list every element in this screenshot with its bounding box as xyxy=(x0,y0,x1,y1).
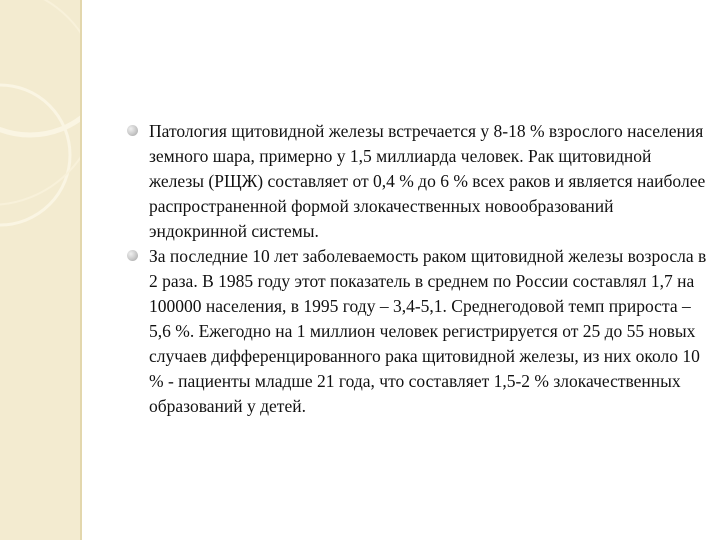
bullet-list xyxy=(127,119,707,419)
decorative-circles-graphic xyxy=(0,0,80,540)
bullet-item xyxy=(127,244,707,419)
bullet-icon xyxy=(127,125,138,136)
bullet-icon xyxy=(127,250,138,261)
decorative-side-panel xyxy=(0,0,80,540)
bullet-item xyxy=(127,119,707,244)
bullet-text: За последние 10 лет заболеваемость раком щитовидной железы возросла в 2 раза. В 1985 году этот показатель в среднем по России составлял 1,7 на 100000 населения, в 1995 году – 3,4-5,1. Среднегодовой темп прироста – 5,6 %. Ежегодно на 1 миллион человек регистрируется от 25 до 55 новых случаев дифференцированного рака щитовидной железы, из них около 10 % - пациенты младше 21 года, что составляет 1,5-2 % злокачественных образований у детей. xyxy=(149,246,707,416)
bullet-text: Патология щитовидной железы встречается у 8-18 % взрослого населения земного шара, примерно у 1,5 миллиарда человек. Рак щитовидной железы (РЩЖ) составляет от 0,4 % до 6 % всех раков и является наиболее распространенной формой злокачественных новообразований эндокринной системы. xyxy=(149,121,706,241)
side-panel-divider xyxy=(80,0,82,540)
